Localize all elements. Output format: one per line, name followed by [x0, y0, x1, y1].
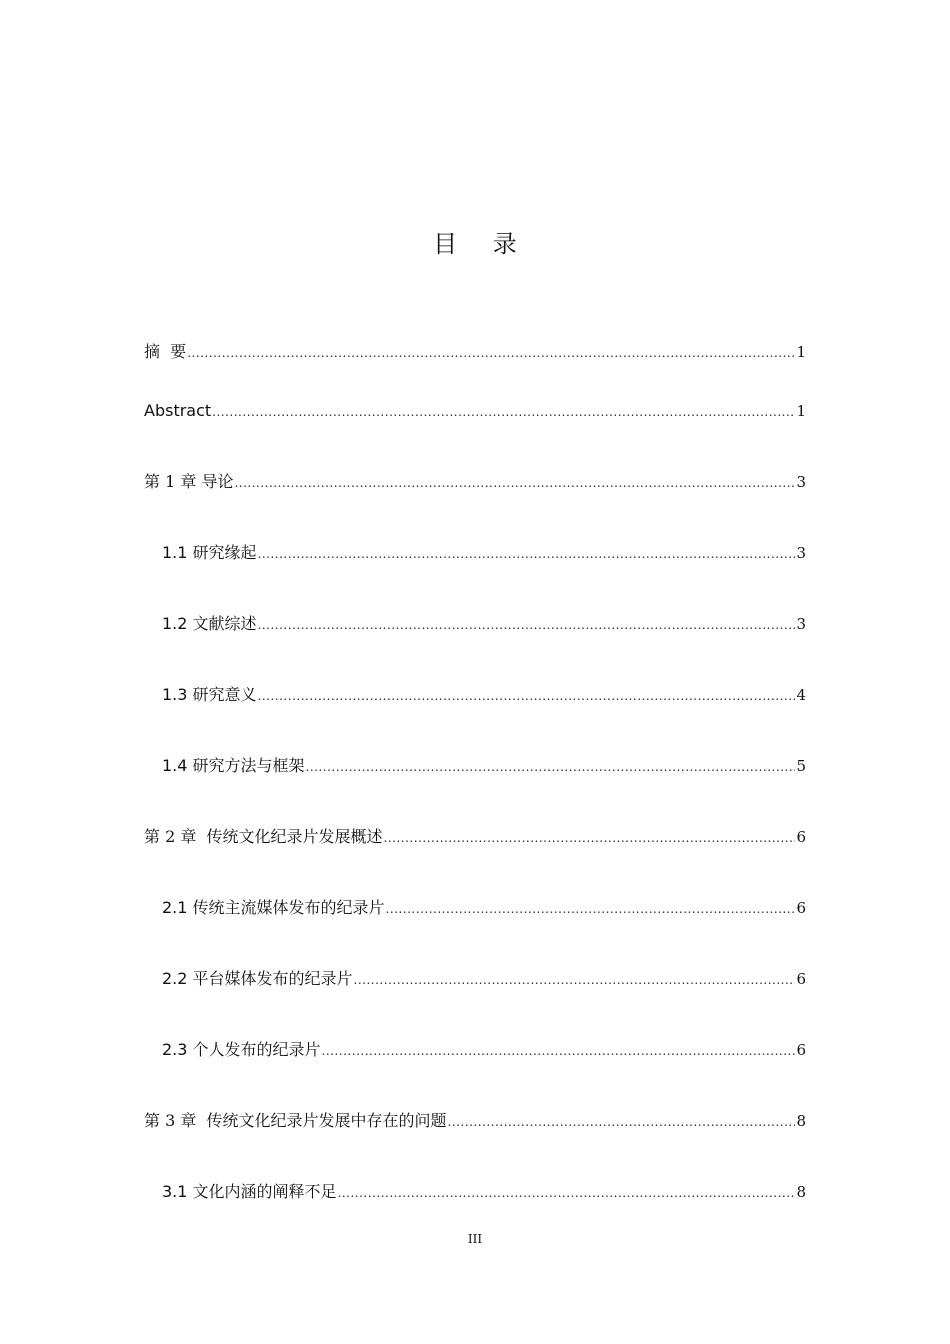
toc-page-number: 1	[796, 402, 806, 420]
toc-leader-dots	[448, 1110, 796, 1134]
toc-entry-chapter-1[interactable]	[144, 470, 806, 541]
toc-page-number: 6	[796, 828, 806, 846]
toc-entry-label: 1.4 研究方法与框架	[162, 756, 305, 775]
toc-entry-chapter-3[interactable]	[144, 1109, 806, 1180]
toc-leader-dots	[234, 471, 795, 495]
page-title: 目 录	[433, 230, 531, 259]
toc-entry-label: 2.3 个人发布的纪录片	[162, 1040, 321, 1059]
toc-entry-section-1-1[interactable]	[144, 541, 806, 612]
toc-leader-dots	[322, 1039, 796, 1063]
table-of-contents	[144, 340, 806, 1251]
toc-page-number: 6	[796, 899, 806, 917]
toc-entry-section-2-1[interactable]	[144, 896, 806, 967]
toc-entry-label: 第 1 章 导论	[144, 472, 234, 491]
toc-entry-chapter-2[interactable]	[144, 825, 806, 896]
toc-page-number: 8	[796, 1112, 806, 1130]
toc-entry-label: 第 3 章 传统文化纪录片发展中存在的问题	[144, 1111, 447, 1130]
toc-leader-dots	[338, 1181, 796, 1205]
toc-entry-abstract-en[interactable]	[144, 399, 806, 470]
toc-entry-label: 2.1 传统主流媒体发布的纪录片	[162, 898, 385, 917]
toc-entry-section-1-4[interactable]	[144, 754, 806, 825]
toc-entry-label: 1.1 研究缘起	[162, 543, 257, 562]
toc-leader-dots	[384, 826, 796, 850]
toc-page-number: 8	[796, 1183, 806, 1201]
toc-leader-dots	[258, 613, 796, 637]
toc-entry-section-1-2[interactable]	[144, 612, 806, 683]
toc-entry-label: 2.2 平台媒体发布的纪录片	[162, 969, 353, 988]
toc-leader-dots	[187, 341, 795, 365]
toc-page-number: 4	[796, 686, 806, 704]
toc-leader-dots	[354, 968, 796, 992]
toc-leader-dots	[258, 542, 796, 566]
toc-page-number: 1	[796, 343, 806, 361]
toc-page-number: 6	[796, 970, 806, 988]
toc-entry-section-2-2[interactable]	[144, 967, 806, 1038]
toc-page-number: 3	[796, 544, 806, 562]
toc-page-number: 3	[796, 615, 806, 633]
toc-entry-label: 3.1 文化内涵的阐释不足	[162, 1182, 337, 1201]
toc-page-number: 5	[796, 757, 806, 775]
toc-entry-label: Abstract	[144, 401, 212, 420]
page-number-footer: III	[467, 1232, 483, 1246]
toc-leader-dots	[386, 897, 796, 921]
toc-page-number: 6	[796, 1041, 806, 1059]
toc-entry-section-1-3[interactable]	[144, 683, 806, 754]
toc-entry-label: 1.2 文献综述	[162, 614, 257, 633]
toc-entry-label: 摘 要	[144, 342, 187, 361]
toc-entry-label: 第 2 章 传统文化纪录片发展概述	[144, 827, 383, 846]
toc-entry-section-2-3[interactable]	[144, 1038, 806, 1109]
toc-leader-dots	[258, 684, 796, 708]
toc-leader-dots	[212, 400, 795, 424]
toc-page-number: 3	[796, 473, 806, 491]
toc-entry-abstract-cn[interactable]	[144, 340, 806, 399]
toc-entry-label: 1.3 研究意义	[162, 685, 257, 704]
toc-leader-dots	[306, 755, 796, 779]
